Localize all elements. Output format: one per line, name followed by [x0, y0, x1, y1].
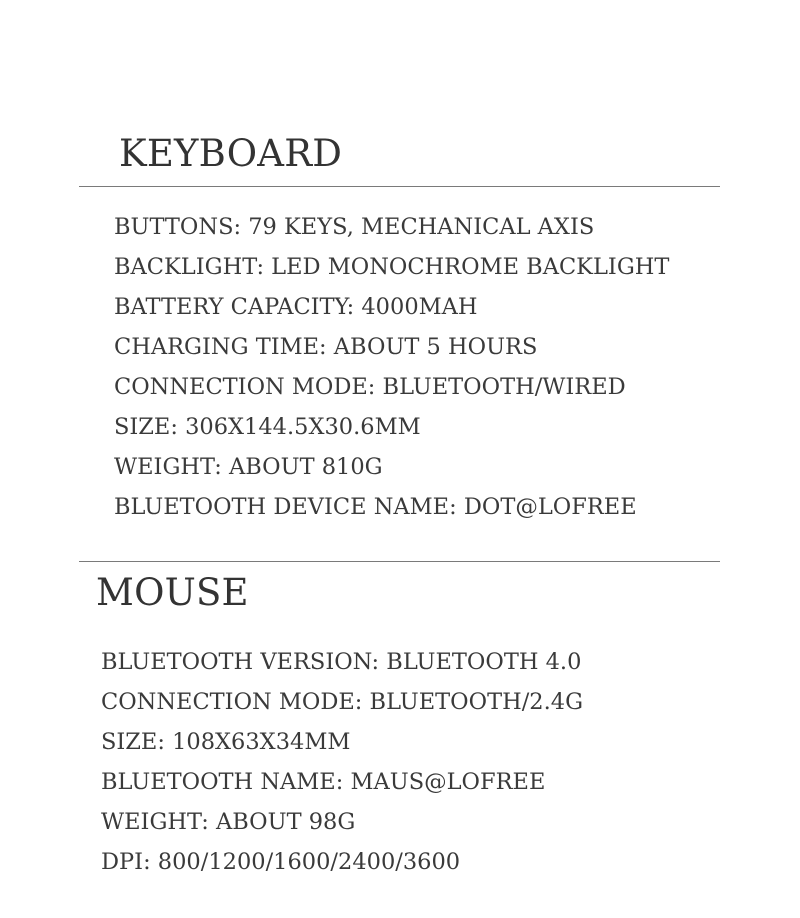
spec-size: SIZE: 108X63X34MM	[101, 729, 351, 755]
spec-bluetooth-device-name: BLUETOOTH DEVICE NAME: DOT@LOFREE	[114, 494, 637, 520]
mouse-section-title: MOUSE	[96, 571, 249, 614]
section-divider	[79, 561, 720, 562]
spec-bluetooth-version: BLUETOOTH VERSION: BLUETOOTH 4.0	[101, 649, 582, 675]
keyboard-spec-list	[114, 207, 669, 527]
mouse-spec-list	[101, 642, 583, 882]
spec-weight: WEIGHT: ABOUT 98G	[101, 809, 356, 835]
keyboard-divider	[79, 186, 720, 187]
spec-charging-time: CHARGING TIME: ABOUT 5 HOURS	[114, 334, 538, 360]
spec-weight: WEIGHT: ABOUT 810G	[114, 454, 383, 480]
spec-connection-mode: CONNECTION MODE: BLUETOOTH/2.4G	[101, 689, 584, 715]
spec-backlight: BACKLIGHT: LED MONOCHROME BACKLIGHT	[114, 254, 670, 280]
spec-bluetooth-name: BLUETOOTH NAME: MAUS@LOFREE	[101, 769, 546, 795]
spec-battery-capacity: BATTERY CAPACITY: 4000MAH	[114, 294, 478, 320]
spec-connection-mode: CONNECTION MODE: BLUETOOTH/WIRED	[114, 374, 626, 400]
spec-dpi: DPI: 800/1200/1600/2400/3600	[101, 849, 461, 875]
keyboard-section-title: KEYBOARD	[119, 132, 343, 175]
spec-size: SIZE: 306X144.5X30.6MM	[114, 414, 421, 440]
spec-buttons: BUTTONS: 79 KEYS, MECHANICAL AXIS	[114, 214, 595, 240]
